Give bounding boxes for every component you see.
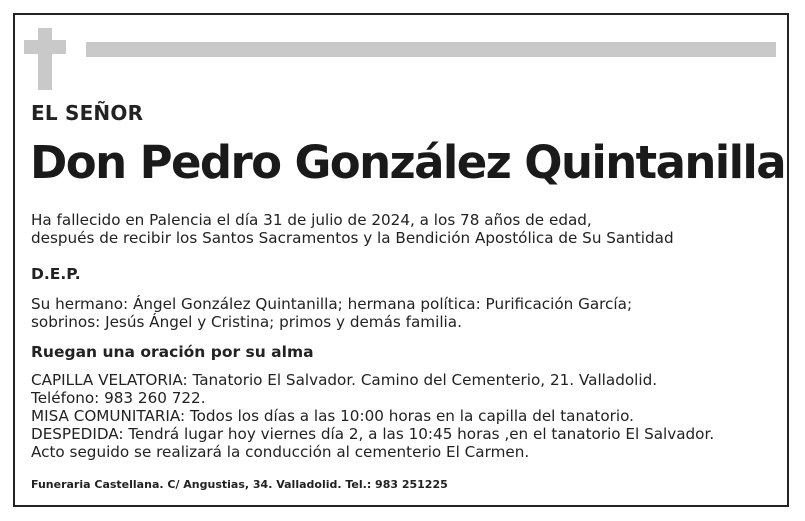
- details-line: DESPEDIDA: Tendrá lugar hoy viernes día 2, a las 10:45 horas ,en el tanatorio El Salvador.: [31, 425, 715, 443]
- service-details: [31, 371, 714, 461]
- family-line: Su hermano: Ángel González Quintanilla; hermana política: Purificación García;: [31, 295, 633, 313]
- family-text: [31, 295, 632, 331]
- cross-vertical-bar: [38, 28, 52, 90]
- dep-label: D.E.P.: [31, 265, 81, 283]
- details-line: CAPILLA VELATORIA: Tanatorio El Salvador. Camino del Cementerio, 21. Valladolid.: [31, 371, 658, 389]
- title-prefix: EL SEÑOR: [31, 101, 144, 125]
- intro-line: Ha fallecido en Palencia el día 31 de julio de 2024, a los 78 años de edad,: [31, 211, 592, 229]
- decorative-top-bar: [86, 42, 776, 57]
- deceased-name: Don Pedro González Quintanilla: [30, 136, 786, 189]
- funeral-home-footer: Funeraria Castellana. C/ Angustias, 34. Valladolid. Tel.: 983 251225: [31, 478, 448, 491]
- details-line: Acto seguido se realizará la conducción al cementerio El Carmen.: [31, 443, 530, 461]
- prayer-request: Ruegan una oración por su alma: [31, 343, 314, 361]
- cross-horizontal-bar: [24, 40, 66, 54]
- family-line: sobrinos: Jesús Ángel y Cristina; primos y demás familia.: [31, 313, 462, 331]
- intro-line: después de recibir los Santos Sacramentos y la Bendición Apostólica de Su Santidad: [31, 229, 674, 247]
- details-line: Teléfono: 983 260 722.: [31, 389, 206, 407]
- details-line: MISA COMUNITARIA: Todos los días a las 10:00 horas en la capilla del tanatorio.: [31, 407, 634, 425]
- intro-text: [31, 211, 674, 247]
